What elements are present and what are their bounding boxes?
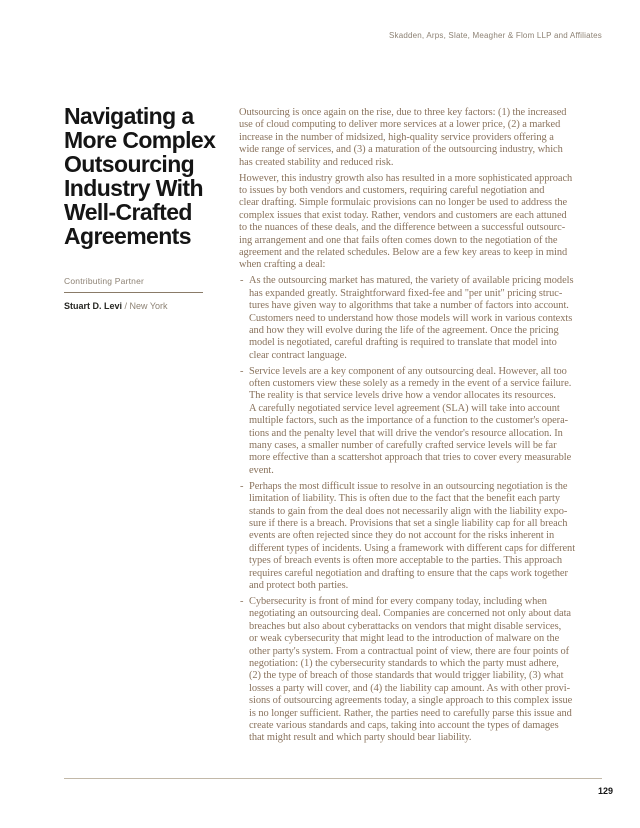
bullet-text: Cybersecurity is front of mind for every company today, including when negotiating an outsourcing deal. Companies are concerned not only about data breaches but also about cyberattacks on vendors that might disable services, or weak cybersecurity that might lead to the introduction of malware on the other party's system. From a contractual point of view, there are four points of negotiation: (1) the cybersecurity standards to which the party must adhere, (2) the type of breach of those standards that would trigger liability, (3) what losses a party will cover, and (4) the liability cap amount. As with other provi- sions of outsourcing agreements today, a single approach to this complex issue is no longer sufficient. Rather, the parties need to carefully parse this issue and create various standards and caps, taking into account the types of damages that might result and which party should bear liability. (249, 595, 573, 744)
bullet-item-cybersecurity (239, 596, 611, 745)
bullet-item-service-levels (239, 366, 611, 478)
article-title: Navigating a More Complex Outsourcing Industry With Well-Crafted Agreements (64, 103, 216, 249)
bullet-item-liability (239, 481, 611, 593)
byline-label: Contributing Partner (64, 276, 145, 286)
footer-divider (64, 778, 602, 779)
intro-paragraph: Outsourcing is once again on the rise, due to three key factors: (1) the increased use of cloud computing to deliver more services at a lower price, (2) a marked increase in the number of midsized, high-quality service providers offering a wide range of services, and (3) a maturation of the outsourcing industry, which has created stability and reduced risk. (239, 107, 567, 168)
overview-paragraph: However, this industry growth also has resulted in a more sophisticated approach to issues by both vendors and customers, requiring careful negotiation and clear drafting. Simple formulaic provisions can no longer be used to address the complex issues that exist today. Rather, vendors and customers are each attuned to the nuances of these deals, and the difference between a successful outsourc- ing arrangement and one that fails often comes down to the negotiation of the agreement and the related schedules. Below are a few key areas to keep in mind when crafting a deal: (239, 172, 573, 271)
article-body (239, 107, 611, 748)
bullet-text: Perhaps the most difficult issue to resolve in an outsourcing negotiation is the limitation of liability. This is often due to the fact that the benefit each party stands to gain from the deal does not necessarily align with the liability expo- sure if there is a breach. Provisions that set a single liability cap for all breach events are often rejected since they do not account for the risks inherent in different types of incidents. Using a framework with different caps for different types of breach events is often more acceptable to the parties. This approach requires careful negotiation and drafting to ensure that the caps work together and protect both parties. (249, 480, 576, 592)
author-location: / New York (122, 301, 168, 311)
page-number: 129 (597, 786, 613, 796)
byline-divider (64, 292, 203, 293)
bullet-marker: - (240, 275, 244, 287)
bullet-text: As the outsourcing market has matured, the variety of available pricing models has expanded greatly. Straightforward fixed-fee and "per unit" pricing struc- tures have given way to algorithms that take a number of factors into account. Customers need to understand how those models will work in various contexts and how they will evolve during the life of the agreement. Once the pricing model is negotiated, careful drafting is required to translate that model into clear contract language. (249, 275, 574, 361)
running-header: Skadden, Arps, Slate, Meagher & Flom LLP and Affiliates (388, 31, 602, 40)
bullet-marker: - (240, 365, 244, 377)
author-line (64, 301, 168, 311)
author-name: Stuart D. Levi (64, 301, 123, 311)
bullet-marker: - (240, 595, 244, 607)
bullet-marker: - (240, 480, 244, 492)
bullet-item-pricing (239, 275, 611, 362)
bullet-text: Service levels are a key component of any outsourcing deal. However, all too often customers view these solely as a remedy in the event of a service failure. The reality is that service levels drive how a vendor allocates its resources. A carefully negotiated service level agreement (SLA) will take into account multiple factors, such as the importance of a function to the customer's opera- tions and the penalty level that will drive the vendor's resource allocation. In many cases, a smaller number of carefully crafted service levels will be far more effective than a scattershot approach that tries to cover every measurable event. (249, 365, 572, 476)
